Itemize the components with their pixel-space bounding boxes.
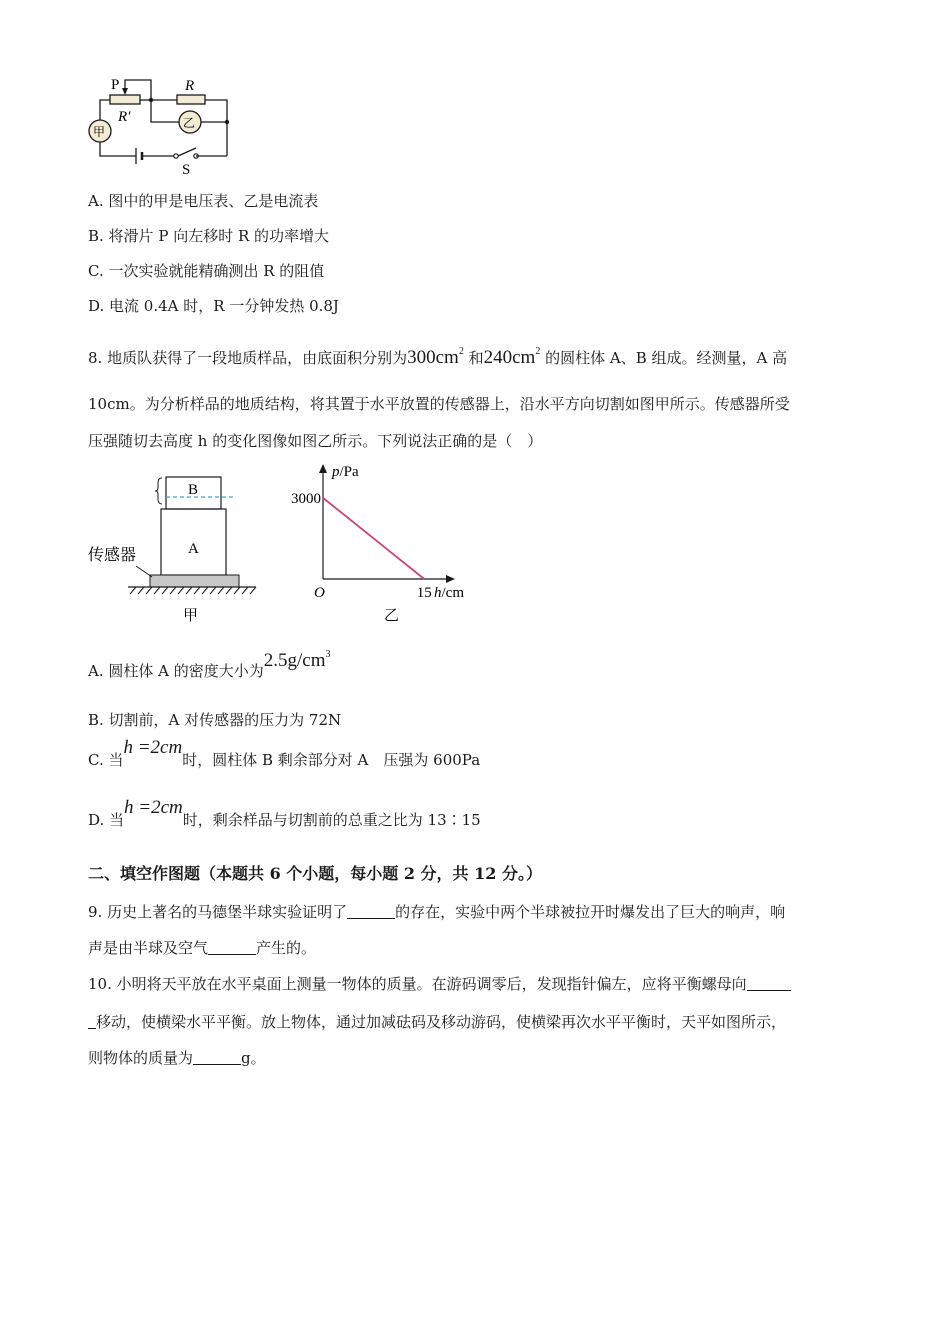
q8-mid: 和: [468, 349, 484, 367]
q9-blank-1[interactable]: [347, 903, 395, 919]
y-tick-label: 3000: [291, 490, 321, 507]
figure-jia: [84, 468, 264, 628]
origin-label: O: [314, 585, 325, 601]
label-r: R: [185, 78, 195, 94]
q8-stem-line2: 10cm。为分析样品的地质结构，将其置于水平放置的传感器上，沿水平方向切割如图甲所示。传感器所受: [88, 395, 790, 413]
sensor-plate: [150, 575, 239, 587]
q10-blank-1b[interactable]: [88, 1013, 96, 1029]
q10-blank-1a[interactable]: [747, 975, 791, 991]
q9-line1: 9. 历史上著名的马德堡半球实验证明了 的存在，实验中两个半球被拉开时爆发出了巨大的响声，响: [88, 903, 786, 921]
x-axis-label: h/cm: [434, 585, 464, 601]
label-p: P: [111, 77, 120, 93]
caption-jia: 甲: [183, 608, 199, 624]
q8-option-d: D. 当h =2cm时，剩余样品与切割前的总重之比为 13∶15: [88, 797, 481, 829]
label-sensor: 传感器: [88, 547, 137, 564]
area-300: $300cm^2$: [407, 346, 464, 368]
h-value-d: h =2cm: [124, 797, 183, 818]
q10-line2: 移动，使横梁水平平衡。放上物体，通过加减砝码及移动游码，使横梁再次水平平衡时，天平如图所示，: [88, 1012, 868, 1032]
q7-option-a: A. 图中的甲是电压表、乙是电流表: [88, 192, 319, 210]
q9-blank-2[interactable]: [208, 939, 256, 955]
q8-option-b: B. 切割前，A 对传感器的压力为 72N: [88, 711, 342, 729]
label-b: B: [188, 482, 199, 498]
q7-option-c: C. 一次实验就能精确测出 R 的阻值: [88, 262, 325, 280]
label-a: A: [188, 541, 199, 557]
y-axis-label: p/Pa: [332, 464, 359, 480]
q10-line1: 10. 小明将天平放在水平桌面上测量一物体的质量。在游码调零后，发现指针偏左，应将平衡螺母向: [88, 974, 868, 994]
q8-intro-b: 的圆柱体 A、B 组成。经测量，A 高: [545, 349, 788, 367]
y-axis-arrow: [319, 464, 327, 473]
label-r-prime: R′: [118, 109, 131, 125]
q7-option-d: D. 电流 0.4A 时，R 一分钟发热 0.8J: [88, 297, 339, 315]
q10-blank-2[interactable]: [193, 1049, 241, 1065]
rheostat-r-prime: [110, 95, 140, 104]
q8-option-c: C. 当h =2cm时，圆柱体 B 剩余部分对 A 压强为 600Pa: [88, 737, 481, 769]
label-s: S: [182, 162, 191, 178]
caption-yi: 乙: [384, 608, 400, 624]
series-line: [323, 498, 424, 579]
q8-option-a: A. 圆柱体 A 的密度大小为$2.5g/cm^3$: [88, 649, 331, 680]
density-value: $2.5g/cm^3$: [263, 649, 331, 671]
label-jia: 甲: [93, 125, 106, 139]
q8-stem-line3: 压强随切去高度 h 的变化图像如图乙所示。下列说法正确的是（ ）: [88, 432, 543, 450]
x-axis-arrow: [446, 575, 455, 583]
label-yi: 乙: [183, 116, 196, 130]
area-240: $240cm^2$: [483, 346, 541, 368]
q9-line2: 声是由半球及空气 产生的。: [88, 939, 317, 957]
resistor-r: [177, 95, 205, 104]
q7-option-b: B. 将滑片 P 向左移时 R 的功率增大: [88, 227, 330, 245]
pressure-chart: [280, 460, 480, 630]
q8-stem-line1: [88, 338, 868, 372]
section2-title: 二、填空作图题（本题共 6 个小题，每小题 2 分，共 12 分。）: [88, 864, 542, 883]
h-value-c: h =2cm: [123, 737, 183, 758]
circuit-diagram: [84, 72, 244, 180]
q10-line3: 则物体的质量为 g。: [88, 1049, 266, 1067]
x-tick-label: 15: [416, 585, 432, 601]
q8-intro-a: 8. 地质队获得了一段地质样品，由底面积分别为: [88, 349, 408, 367]
